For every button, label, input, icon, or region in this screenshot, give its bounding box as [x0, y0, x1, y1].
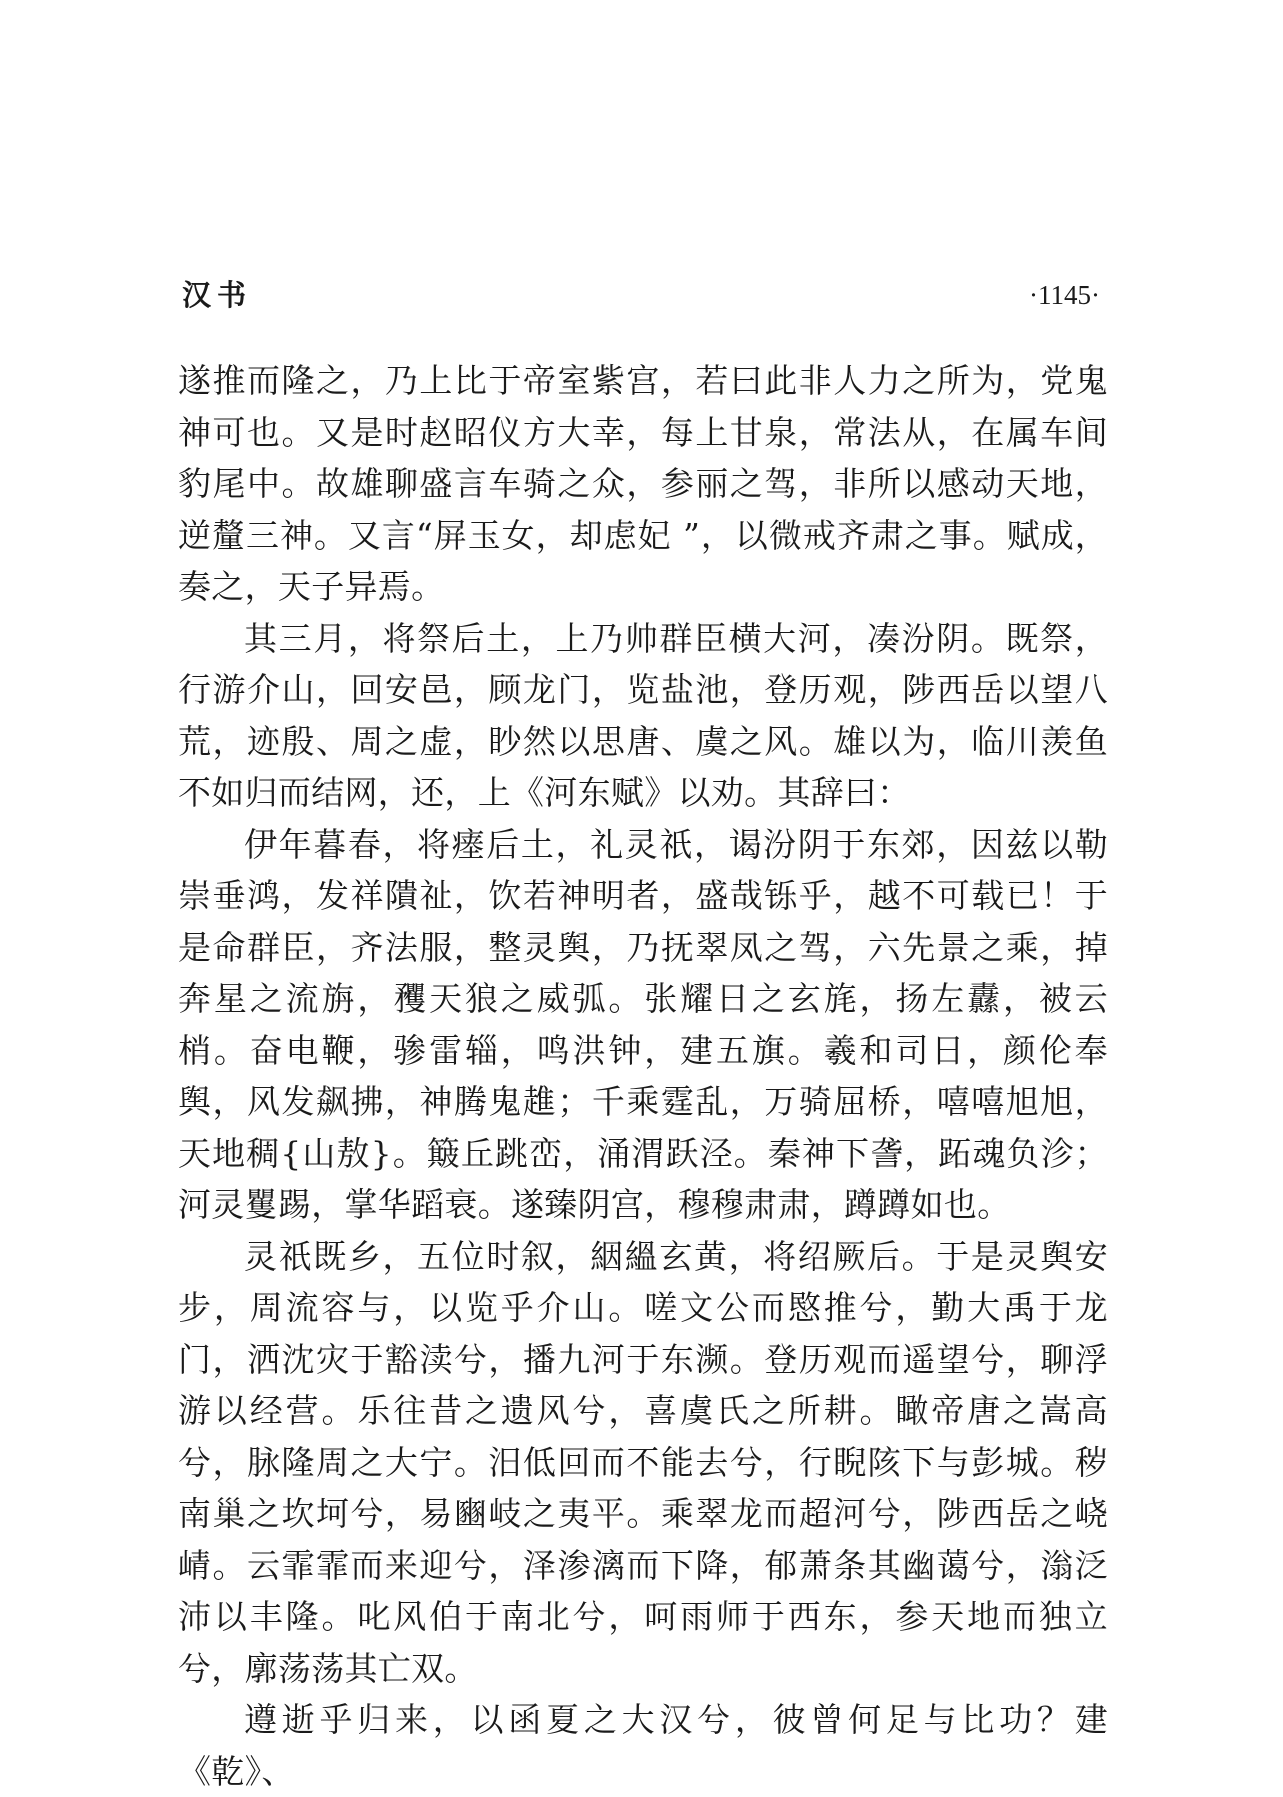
book-title: 汉书: [182, 278, 253, 312]
paragraph: 遵逝乎归来，以函夏之大汉兮，彼曾何足与比功？建《乾》、: [178, 1700, 1108, 1791]
paragraph: 遂推而隆之，乃上比于帝室紫宫，若曰此非人力之所为，党鬼神可也。又是时赵昭仪方大幸，每上甘泉，常法从，在属车间豹尾中。故雄聊盛言车骑之众，参丽之驾，非所以感动天地，逆釐三神。又言“屏玉女，却虑妃 ”，以微戒齐肃之事。赋成，奏之，天子异焉。: [178, 361, 1108, 606]
body-text: [178, 355, 1108, 1797]
page-header: [182, 270, 1100, 320]
page-number: ·1145·: [1029, 280, 1100, 310]
paragraph: 其三月，将祭后土，上乃帅群臣横大河，凑汾阴。既祭，行游介山，回安邑，顾龙门，览盐池，登历观，陟西岳以望八荒，迹殷、周之虚，眇然以思唐、虞之风。雄以为，临川羡鱼不如归而结网，还，上《河东赋》以劝。其辞曰：: [178, 618, 1108, 812]
paragraph: 伊年暮春，将瘗后土，礼灵祇，谒汾阴于东郊，因兹以勒崇垂鸿，发祥隤祉，饮若神明者，盛哉铄乎，越不可载已！于是命群臣，齐法服，整灵舆，乃抚翠凤之驾，六先景之乘，掉奔星之流旃，矡天狼之威弧。张耀日之玄旄，扬左纛，被云梢。奋电鞭，骖雷辎，鸣洪钟，建五旗。羲和司日，颜伦奉舆，风发飙拂，神腾鬼趡；千乘霆乱，万骑屈桥，嘻嘻旭旭，天地稠{山敖}。簸丘跳峦，涌渭跃泾。秦神下詟，跖魂负沴；河灵矍踢，掌华蹈衰。遂臻阴宫，穆穆肃肃，蹲蹲如也。: [178, 824, 1108, 1224]
paragraph: 灵祇既乡，五位时叙，絪縕玄黄，将绍厥后。于是灵舆安步，周流容与，以览乎介山。嗟文公而愍推兮，勤大禹于龙门，洒沈灾于豁渎兮，播九河于东濒。登历观而遥望兮，聊浮游以经营。乐往昔之遗风兮，喜虞氏之所耕。瞰帝唐之嵩高兮，脉隆周之大宁。汨低回而不能去兮，行睨陔下与彭城。秽南巢之坎坷兮，易豳岐之夷平。乘翠龙而超河兮，陟西岳之峣崝。云霏霏而来迎兮，泽渗漓而下降，郁萧条其幽蔼兮，滃泛沛以丰隆。叱风伯于南北兮，呵雨师于西东，参天地而独立兮，廓荡荡其亡双。: [178, 1236, 1108, 1688]
